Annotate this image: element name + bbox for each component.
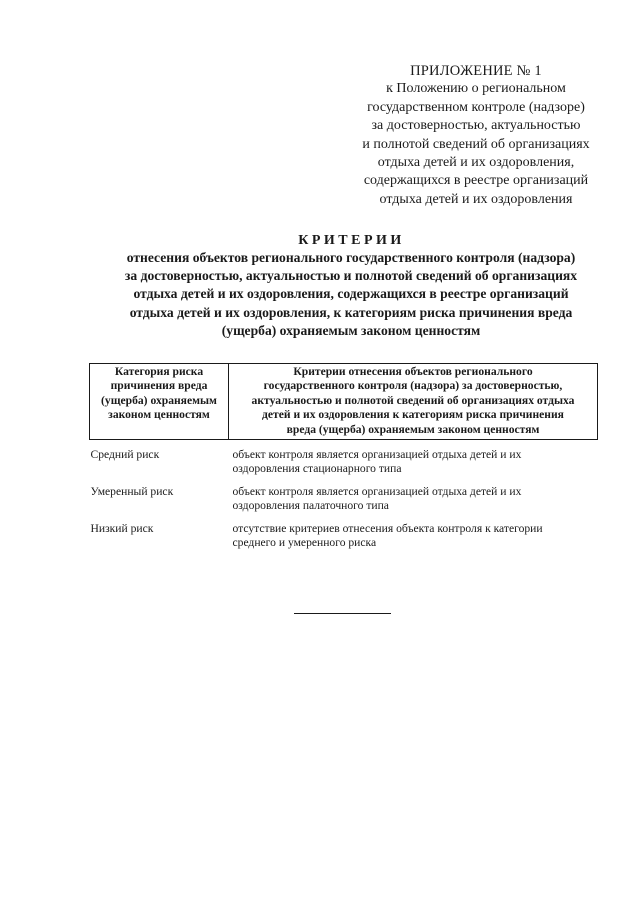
table-header-row [90, 364, 598, 440]
risk-criteria-table [89, 363, 598, 550]
header-line: законом ценностям [108, 408, 210, 422]
header-line: Категория риска [114, 365, 204, 378]
subtitle-line: отнесения объектов регионального государственного контроля (надзора) [126, 250, 576, 265]
criteria-line: объект контроля является организацией отдыха детей и их [232, 448, 522, 462]
header-line: государственного контроля (надзора) за достоверностью, [263, 379, 563, 393]
header-line: (ущерба) охраняемым [101, 393, 217, 407]
criteria-line: объект контроля является организацией отдыха детей и их [232, 484, 522, 498]
criteria-cell [229, 440, 598, 477]
criteria-cell [229, 514, 598, 551]
risk-category-cell: Умеренный риск [90, 484, 174, 498]
criteria-subtitle [76, 249, 626, 340]
risk-category-cell: Средний риск [90, 448, 160, 462]
criteria-heading: КРИТЕРИИ [298, 233, 405, 248]
subtitle-line: отдыха детей и их оздоровления, содержащихся в реестре организаций [133, 286, 569, 302]
header-line: вреда (ущерба) охраняемым законом ценностям [286, 422, 540, 436]
annex-line: отдыха детей и их оздоровления, [377, 155, 575, 171]
criteria-line: отсутствие критериев отнесения объекта контроля к категории [232, 521, 543, 535]
closing-divider [294, 613, 391, 614]
header-criteria [229, 364, 598, 440]
annex-title: ПРИЛОЖЕНИЕ № 1 [410, 63, 542, 79]
annex-line: и полнотой сведений об организациях [362, 136, 590, 152]
annex-line: за достоверностью, актуальностью [371, 118, 581, 134]
header-line: детей и их оздоровления к категориям риска причинения [262, 408, 564, 422]
table-row [90, 440, 598, 477]
subtitle-line: (ущерба) охраняемым законом ценностям [221, 322, 481, 338]
annex-block [340, 62, 612, 209]
criteria-line: оздоровления стационарного типа [232, 462, 402, 476]
risk-category-cell: Низкий риск [90, 521, 154, 535]
criteria-line: оздоровления палаточного типа [232, 499, 389, 513]
header-line: причинения вреда [110, 379, 208, 393]
header-line: актуальностью и полнотой сведений об организациях отдыха [251, 393, 575, 407]
annex-line: к Положению о региональном [386, 81, 566, 97]
annex-line: содержащихся в реестре организаций [363, 173, 589, 189]
header-risk-category [90, 364, 229, 440]
subtitle-line: отдыха детей и их оздоровления, к категориям риска причинения вреда [129, 304, 573, 320]
criteria-cell [229, 477, 598, 514]
header-line: Критерии отнесения объектов регионального [293, 365, 533, 378]
table-row [90, 514, 598, 551]
annex-line: отдыха детей и их оздоровления [379, 191, 573, 207]
subtitle-line: за достоверностью, актуальностью и полнотой сведений об организациях [124, 268, 578, 284]
criteria-line: среднего и умеренного риска [232, 536, 377, 550]
table-row [90, 477, 598, 514]
annex-line: государственном контроле (надзоре) [367, 99, 585, 115]
